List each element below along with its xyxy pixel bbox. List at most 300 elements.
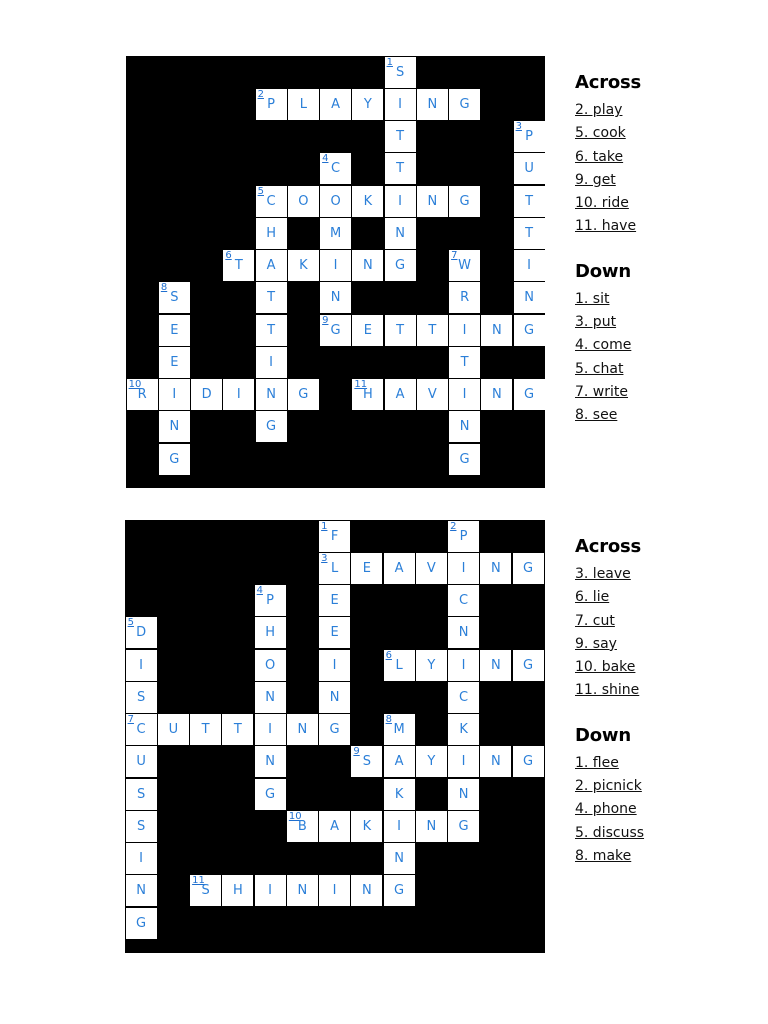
- grid-cell[interactable]: [385, 57, 416, 88]
- grid-cell[interactable]: [481, 379, 512, 410]
- grid-cell[interactable]: [384, 811, 415, 842]
- grid-cell[interactable]: [287, 875, 318, 906]
- grid-cell[interactable]: [352, 186, 383, 217]
- grid-cell[interactable]: [126, 617, 157, 648]
- grid-cell[interactable]: [255, 746, 286, 777]
- grid-cell[interactable]: [223, 379, 254, 410]
- cell-letter: C: [459, 593, 469, 609]
- cell-letter: N: [265, 689, 275, 705]
- grid-cell[interactable]: [126, 875, 157, 906]
- grid-cell[interactable]: [352, 89, 383, 120]
- grid-cell[interactable]: [222, 875, 253, 906]
- grid-cell[interactable]: [385, 379, 416, 410]
- grid-cell[interactable]: [385, 250, 416, 281]
- grid-cell[interactable]: [417, 315, 448, 346]
- grid-cell[interactable]: [158, 714, 189, 745]
- clue-number: 5: [127, 617, 134, 629]
- cell-letter: G: [330, 322, 341, 338]
- cell-letter: N: [265, 754, 275, 770]
- cell-letter: N: [297, 883, 308, 899]
- cell-letter: S: [170, 290, 179, 306]
- clue-number: 8: [160, 282, 168, 294]
- cell-letter: N: [459, 419, 470, 435]
- cell-letter: R: [137, 387, 147, 403]
- cell-letter: I: [398, 96, 403, 112]
- cell-letter: S: [362, 754, 371, 770]
- cell-letter: N: [395, 225, 405, 241]
- cell-letter: S: [136, 818, 146, 834]
- grid-cell[interactable]: [351, 553, 382, 584]
- cell-letter: H: [265, 625, 275, 641]
- cell-letter: I: [461, 560, 466, 576]
- grid-cell[interactable]: [126, 746, 157, 777]
- grid-cell[interactable]: [513, 553, 544, 584]
- grid-cell[interactable]: [126, 843, 157, 874]
- clue-number: 11: [192, 875, 205, 887]
- grid-cell[interactable]: [190, 714, 221, 745]
- cell-letter: E: [330, 593, 339, 609]
- across-clue[interactable]: 5. cook: [575, 125, 626, 142]
- down-clue[interactable]: 3. put: [575, 314, 617, 331]
- cell-letter: I: [462, 387, 467, 403]
- across-clue[interactable]: 9. get: [575, 171, 616, 188]
- grid-cell[interactable]: [481, 315, 512, 346]
- cell-letter: T: [460, 354, 469, 370]
- grid-cell[interactable]: [159, 379, 190, 410]
- grid-cell[interactable]: [256, 347, 287, 378]
- grid-cell[interactable]: [416, 650, 447, 681]
- grid-cell[interactable]: [320, 250, 351, 281]
- cell-letter: Y: [427, 657, 436, 673]
- cell-letter: U: [136, 754, 146, 770]
- grid-cell[interactable]: [255, 650, 286, 681]
- grid-cell[interactable]: [255, 682, 286, 713]
- grid-cell[interactable]: [513, 650, 544, 681]
- down-clue[interactable]: 5. discuss: [575, 824, 645, 841]
- down-clue[interactable]: 4. phone: [575, 801, 637, 818]
- grid-cell[interactable]: [448, 682, 479, 713]
- grid-cell[interactable]: [449, 315, 480, 346]
- grid-cell[interactable]: [288, 250, 319, 281]
- cell-letter: D: [201, 387, 212, 403]
- grid-cell[interactable]: [126, 811, 157, 842]
- cell-letter: N: [427, 193, 438, 209]
- grid-cell[interactable]: [416, 746, 447, 777]
- cell-letter: N: [136, 883, 146, 899]
- cell-letter: O: [330, 193, 341, 209]
- cell-letter: G: [265, 786, 276, 802]
- grid-cell[interactable]: [449, 282, 480, 313]
- grid-cell[interactable]: [480, 650, 511, 681]
- cell-letter: G: [459, 451, 470, 467]
- grid-cell[interactable]: [514, 379, 545, 410]
- clue-number: 1: [386, 56, 393, 68]
- grid-cell[interactable]: [384, 843, 415, 874]
- cell-letter: M: [393, 722, 405, 738]
- cell-letter: N: [427, 96, 438, 112]
- grid-cell[interactable]: [448, 779, 479, 810]
- grid-cell[interactable]: [159, 411, 190, 442]
- cell-letter: P: [267, 96, 276, 112]
- grid-cell[interactable]: [320, 315, 351, 346]
- cell-letter: I: [398, 193, 403, 209]
- grid-cell[interactable]: [351, 875, 382, 906]
- grid-cell[interactable]: [448, 650, 479, 681]
- cell-letter: E: [330, 625, 339, 641]
- grid-cell[interactable]: [127, 379, 158, 410]
- grid-cell[interactable]: [320, 282, 351, 313]
- grid-cell[interactable]: [514, 315, 545, 346]
- down-clue[interactable]: 8. make: [575, 847, 632, 864]
- cell-letter: G: [266, 419, 277, 435]
- grid-cell[interactable]: [448, 585, 479, 616]
- cell-letter: P: [459, 528, 468, 544]
- grid-cell[interactable]: [352, 379, 383, 410]
- grid-cell[interactable]: [255, 779, 286, 810]
- grid-cell[interactable]: [449, 250, 480, 281]
- cell-letter: T: [201, 722, 210, 738]
- cell-letter: I: [462, 322, 467, 338]
- clue-panel-1: [575, 72, 755, 428]
- cell-letter: N: [362, 258, 373, 274]
- grid-cell[interactable]: [384, 746, 415, 777]
- cell-letter: G: [394, 883, 405, 899]
- grid-cell[interactable]: [513, 746, 544, 777]
- grid-cell[interactable]: [319, 585, 350, 616]
- grid-cell[interactable]: [287, 811, 318, 842]
- grid-cell[interactable]: [319, 521, 350, 552]
- across-clue[interactable]: 3. leave: [575, 566, 631, 582]
- grid-cell[interactable]: [417, 186, 448, 217]
- grid-cell[interactable]: [319, 811, 350, 842]
- grid-cell[interactable]: [126, 714, 157, 745]
- across-clue[interactable]: 9. say: [575, 635, 617, 652]
- grid-cell[interactable]: [255, 714, 286, 745]
- clue-number: 4: [256, 585, 263, 597]
- grid-cell[interactable]: [448, 714, 479, 745]
- cell-letter: V: [426, 560, 436, 576]
- down-heading: Down: [575, 724, 631, 746]
- cell-letter: Y: [427, 754, 436, 770]
- cell-letter: T: [233, 722, 242, 738]
- cell-letter: N: [490, 560, 501, 576]
- grid-cell[interactable]: [320, 186, 351, 217]
- cell-letter: I: [332, 883, 337, 899]
- cell-letter: A: [394, 560, 404, 576]
- cell-letter: G: [329, 722, 340, 738]
- grid-cell[interactable]: [159, 444, 190, 475]
- across-heading: Across: [575, 72, 642, 93]
- grid-cell[interactable]: [514, 121, 545, 152]
- cell-letter: N: [491, 322, 502, 338]
- across-clue[interactable]: 10. ride: [575, 195, 629, 212]
- cell-letter: I: [333, 258, 338, 274]
- cell-letter: I: [172, 387, 177, 403]
- cell-letter: I: [139, 851, 144, 867]
- cell-letter: S: [395, 64, 405, 80]
- cell-letter: C: [331, 161, 341, 177]
- grid-cell[interactable]: [159, 282, 190, 313]
- cell-letter: T: [396, 322, 405, 338]
- cell-letter: N: [297, 722, 308, 738]
- grid-cell[interactable]: [384, 875, 415, 906]
- cell-letter: G: [395, 258, 406, 274]
- grid-cell[interactable]: [126, 908, 157, 939]
- grid-cell[interactable]: [256, 186, 287, 217]
- grid-cell[interactable]: [256, 218, 287, 249]
- grid-cell[interactable]: [126, 650, 157, 681]
- clue-number: 3: [515, 121, 522, 133]
- clue-number: 10: [288, 810, 302, 822]
- down-clue[interactable]: 1. sit: [575, 290, 610, 307]
- grid-cell[interactable]: [448, 746, 479, 777]
- cell-letter: A: [331, 96, 341, 112]
- cell-letter: K: [459, 722, 468, 738]
- clue-number: 9: [322, 314, 329, 326]
- across-clue[interactable]: 7. cut: [575, 612, 615, 629]
- clue-number: 3: [321, 552, 328, 564]
- clue-number: 9: [353, 746, 360, 758]
- grid-cell[interactable]: [222, 714, 253, 745]
- grid-cell[interactable]: [385, 153, 416, 184]
- grid-cell[interactable]: [385, 89, 416, 120]
- grid-cell[interactable]: [384, 553, 415, 584]
- cell-letter: A: [266, 258, 276, 274]
- cell-letter: G: [458, 818, 469, 834]
- cell-letter: G: [298, 387, 309, 403]
- cell-letter: E: [170, 354, 179, 370]
- grid-cell[interactable]: [416, 553, 447, 584]
- grid-cell[interactable]: [159, 315, 190, 346]
- cell-letter: N: [426, 818, 437, 834]
- down-clue[interactable]: 8. see: [575, 407, 618, 424]
- cell-letter: E: [170, 322, 179, 338]
- grid-cell[interactable]: [255, 585, 286, 616]
- crossword-grid-1: [126, 56, 545, 488]
- grid-cell[interactable]: [351, 811, 382, 842]
- clue-panel-2: [575, 536, 755, 868]
- cell-letter: D: [136, 625, 147, 641]
- grid-cell[interactable]: [448, 617, 479, 648]
- clue-number: 6: [225, 250, 232, 262]
- cell-letter: L: [395, 657, 403, 673]
- grid-cell[interactable]: [352, 250, 383, 281]
- grid-cell[interactable]: [288, 186, 319, 217]
- cell-letter: N: [490, 754, 501, 770]
- cell-letter: W: [458, 258, 472, 274]
- cell-letter: G: [523, 657, 534, 673]
- cell-letter: I: [461, 657, 466, 673]
- cell-letter: O: [298, 193, 309, 209]
- grid-cell[interactable]: [256, 250, 287, 281]
- grid-cell[interactable]: [256, 89, 287, 120]
- across-clue[interactable]: 10. bake: [575, 659, 636, 676]
- cell-letter: N: [458, 625, 469, 641]
- grid-cell[interactable]: [256, 411, 287, 442]
- cell-letter: U: [168, 722, 179, 738]
- cell-letter: N: [361, 883, 372, 899]
- down-clue[interactable]: 2. picnick: [575, 778, 642, 795]
- cell-letter: N: [490, 657, 501, 673]
- cell-letter: G: [524, 387, 535, 403]
- cell-letter: T: [525, 193, 534, 209]
- grid-cell[interactable]: [288, 89, 319, 120]
- across-clue[interactable]: 6. take: [575, 148, 624, 165]
- cell-letter: U: [524, 161, 534, 177]
- down-clue[interactable]: 1. flee: [575, 754, 619, 771]
- grid-cell[interactable]: [514, 250, 545, 281]
- cell-letter: R: [460, 290, 470, 306]
- grid-cell[interactable]: [287, 714, 318, 745]
- across-heading: Across: [575, 536, 642, 557]
- grid-cell[interactable]: [319, 714, 350, 745]
- cell-letter: G: [524, 322, 535, 338]
- clue-number: 4: [322, 153, 329, 165]
- down-heading: Down: [575, 260, 631, 282]
- grid-cell[interactable]: [223, 250, 254, 281]
- grid-cell[interactable]: [159, 347, 190, 378]
- cell-letter: I: [236, 387, 241, 403]
- cell-letter: N: [169, 419, 180, 435]
- cell-letter: A: [330, 818, 340, 834]
- cell-letter: A: [394, 754, 404, 770]
- grid-cell[interactable]: [449, 186, 480, 217]
- cell-letter: K: [362, 818, 372, 834]
- across-clue[interactable]: 11. have: [575, 218, 637, 235]
- grid-cell[interactable]: [449, 379, 480, 410]
- cell-letter: G: [136, 915, 147, 931]
- grid-cell[interactable]: [288, 379, 319, 410]
- grid-cell[interactable]: [449, 89, 480, 120]
- cell-letter: L: [299, 96, 307, 112]
- down-clue[interactable]: 7. write: [575, 383, 629, 400]
- cell-letter: N: [329, 689, 340, 705]
- down-clue[interactable]: 5. chat: [575, 360, 624, 377]
- cell-letter: I: [268, 722, 273, 738]
- grid-cell[interactable]: [255, 617, 286, 648]
- down-clue[interactable]: 4. come: [575, 337, 632, 354]
- cell-letter: L: [330, 560, 339, 576]
- grid-cell[interactable]: [126, 779, 157, 810]
- cell-letter: P: [525, 129, 534, 145]
- across-clue[interactable]: 2. play: [575, 102, 623, 118]
- grid-cell[interactable]: [417, 379, 448, 410]
- grid-cell[interactable]: [514, 186, 545, 217]
- cell-letter: H: [362, 387, 373, 403]
- grid-cell[interactable]: [385, 186, 416, 217]
- cell-letter: V: [427, 387, 437, 403]
- cell-letter: G: [169, 451, 180, 467]
- grid-cell[interactable]: [448, 811, 479, 842]
- grid-cell[interactable]: [417, 89, 448, 120]
- cell-letter: O: [264, 657, 276, 673]
- grid-cell[interactable]: [320, 89, 351, 120]
- grid-cell[interactable]: [416, 811, 447, 842]
- grid-cell[interactable]: [384, 714, 415, 745]
- grid-cell[interactable]: [319, 682, 350, 713]
- cell-letter: P: [266, 593, 275, 609]
- grid-cell[interactable]: [384, 779, 415, 810]
- cell-letter: T: [428, 322, 437, 338]
- cell-letter: S: [136, 786, 146, 802]
- cell-letter: K: [363, 193, 373, 209]
- clue-number: 2: [257, 88, 264, 100]
- cell-letter: K: [299, 258, 308, 274]
- cell-letter: N: [330, 290, 341, 306]
- grid-cell[interactable]: [256, 315, 287, 346]
- cell-letter: T: [234, 258, 243, 274]
- grid-cell[interactable]: [256, 379, 287, 410]
- grid-cell[interactable]: [320, 153, 351, 184]
- cell-letter: T: [396, 129, 405, 145]
- cell-letter: M: [329, 225, 342, 241]
- across-clue[interactable]: 6. lie: [575, 589, 610, 606]
- grid-cell[interactable]: [514, 218, 545, 249]
- cell-letter: B: [297, 818, 307, 834]
- cell-letter: S: [136, 689, 146, 705]
- grid-cell[interactable]: [480, 746, 511, 777]
- clue-number: 8: [385, 714, 392, 726]
- clue-number: 11: [354, 379, 368, 391]
- clue-number: 7: [451, 250, 458, 262]
- grid-cell[interactable]: [352, 315, 383, 346]
- grid-cell[interactable]: [351, 746, 382, 777]
- grid-cell[interactable]: [255, 875, 286, 906]
- grid-cell[interactable]: [449, 347, 480, 378]
- cell-letter: I: [139, 657, 144, 673]
- cell-letter: I: [268, 883, 273, 899]
- grid-cell[interactable]: [319, 650, 350, 681]
- cell-letter: A: [395, 387, 405, 403]
- grid-cell[interactable]: [514, 282, 545, 313]
- grid-cell[interactable]: [319, 875, 350, 906]
- cell-letter: G: [523, 560, 534, 576]
- grid-cell[interactable]: [385, 315, 416, 346]
- cell-letter: C: [459, 689, 469, 705]
- cell-letter: F: [330, 528, 339, 544]
- grid-cell[interactable]: [319, 617, 350, 648]
- grid-cell[interactable]: [385, 121, 416, 152]
- cell-letter: N: [458, 786, 469, 802]
- clue-number: 6: [385, 649, 392, 661]
- cell-letter: I: [397, 818, 402, 834]
- cell-letter: S: [201, 883, 210, 899]
- cell-letter: I: [269, 354, 274, 370]
- across-clue[interactable]: 11. shine: [575, 682, 640, 699]
- grid-cell[interactable]: [320, 218, 351, 249]
- cell-letter: E: [363, 322, 372, 338]
- grid-cell[interactable]: [449, 411, 480, 442]
- cell-letter: N: [266, 387, 276, 403]
- clue-number: 1: [321, 520, 328, 532]
- cell-letter: Y: [363, 96, 372, 112]
- grid-cell[interactable]: [191, 379, 222, 410]
- grid-cell[interactable]: [126, 682, 157, 713]
- grid-cell[interactable]: [256, 282, 287, 313]
- cell-letter: G: [523, 754, 534, 770]
- grid-cell[interactable]: [480, 553, 511, 584]
- grid-cell[interactable]: [190, 875, 221, 906]
- grid-cell[interactable]: [385, 218, 416, 249]
- grid-cell[interactable]: [449, 444, 480, 475]
- grid-cell[interactable]: [514, 153, 545, 184]
- cell-letter: I: [527, 258, 532, 274]
- grid-cell[interactable]: [448, 521, 479, 552]
- clue-number: 7: [127, 714, 134, 726]
- grid-cell[interactable]: [448, 553, 479, 584]
- grid-cell[interactable]: [384, 650, 415, 681]
- grid-cell[interactable]: [319, 553, 350, 584]
